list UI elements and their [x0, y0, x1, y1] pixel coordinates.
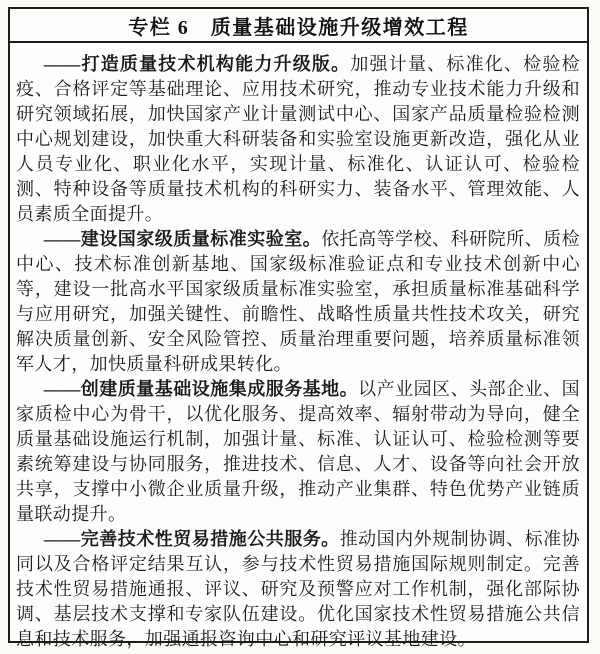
paragraph-lead: ——创建质量基础设施集成服务基地。	[43, 379, 359, 399]
paragraph-lead: ——建设国家级质量标准实验室。	[43, 229, 322, 249]
paragraph-lead: ——打造质量技术机构能力升级版。	[43, 54, 351, 74]
paragraph	[16, 52, 580, 227]
column-box	[8, 7, 589, 649]
paragraph	[16, 377, 580, 527]
paragraph	[16, 527, 580, 652]
paragraph-text: 加强计量、标准化、检验检疫、合格评定等基础理论、应用技术研究，推动专业技术能力升级和研究领域拓展，加快国家产业计量测试中心、国家产品质量检验检测中心规划建设，加快重大科研装备和实验室设施更新改造，强化从业人员专业化、职业化水平，实现计量、标准化、认证认可、检验检测、特种设备等质量技术机构的科研实力、装备水平、管理效能、人员素质全面提升。	[16, 54, 580, 224]
paragraph	[16, 227, 580, 377]
column-title: 专栏 6 质量基础设施升级增效工程	[10, 9, 587, 43]
paragraph-text: 依托高等学校、科研院所、质检中心、技术标准创新基地、国家级标准验证点和专业技术创新中心等，建设一批高水平国家级质量标准实验室，承担质量标准基础科学与应用研究，加强关键性、前瞻性、战略性质量共性技术攻关，研究解决质量创新、安全风险管控、质量治理重要问题，培养质量标准领军人才，加快质量科研成果转化。	[16, 229, 580, 374]
paragraph-text: 以产业园区、头部企业、国家质检中心为骨干，以优化服务、提高效率、辐射带动为导向，健全质量基础设施运行机制，加强计量、标准、认证认可、检验检测等要素统筹建设与协同服务，推进技术、信息、人才、设备等向社会开放共享，支撑中小微企业质量升级，推动产业集群、特色优势产业链质量联动提升。	[16, 379, 580, 524]
paragraph-lead: ——完善技术性贸易措施公共服务。	[43, 529, 340, 549]
column-body	[10, 43, 587, 652]
paragraph-text: 推动国内外规制协调、标准协同以及合格评定结果互认，参与技术性贸易措施国际规则制定。完善技术性贸易措施通报、评议、研究及预警应对工作机制，强化部际协调、基层技术支撑和专家队伍建设。优化国家技术性贸易措施公共信息和技术服务，加强通报咨询中心和研究评议基地建设。	[16, 529, 580, 649]
